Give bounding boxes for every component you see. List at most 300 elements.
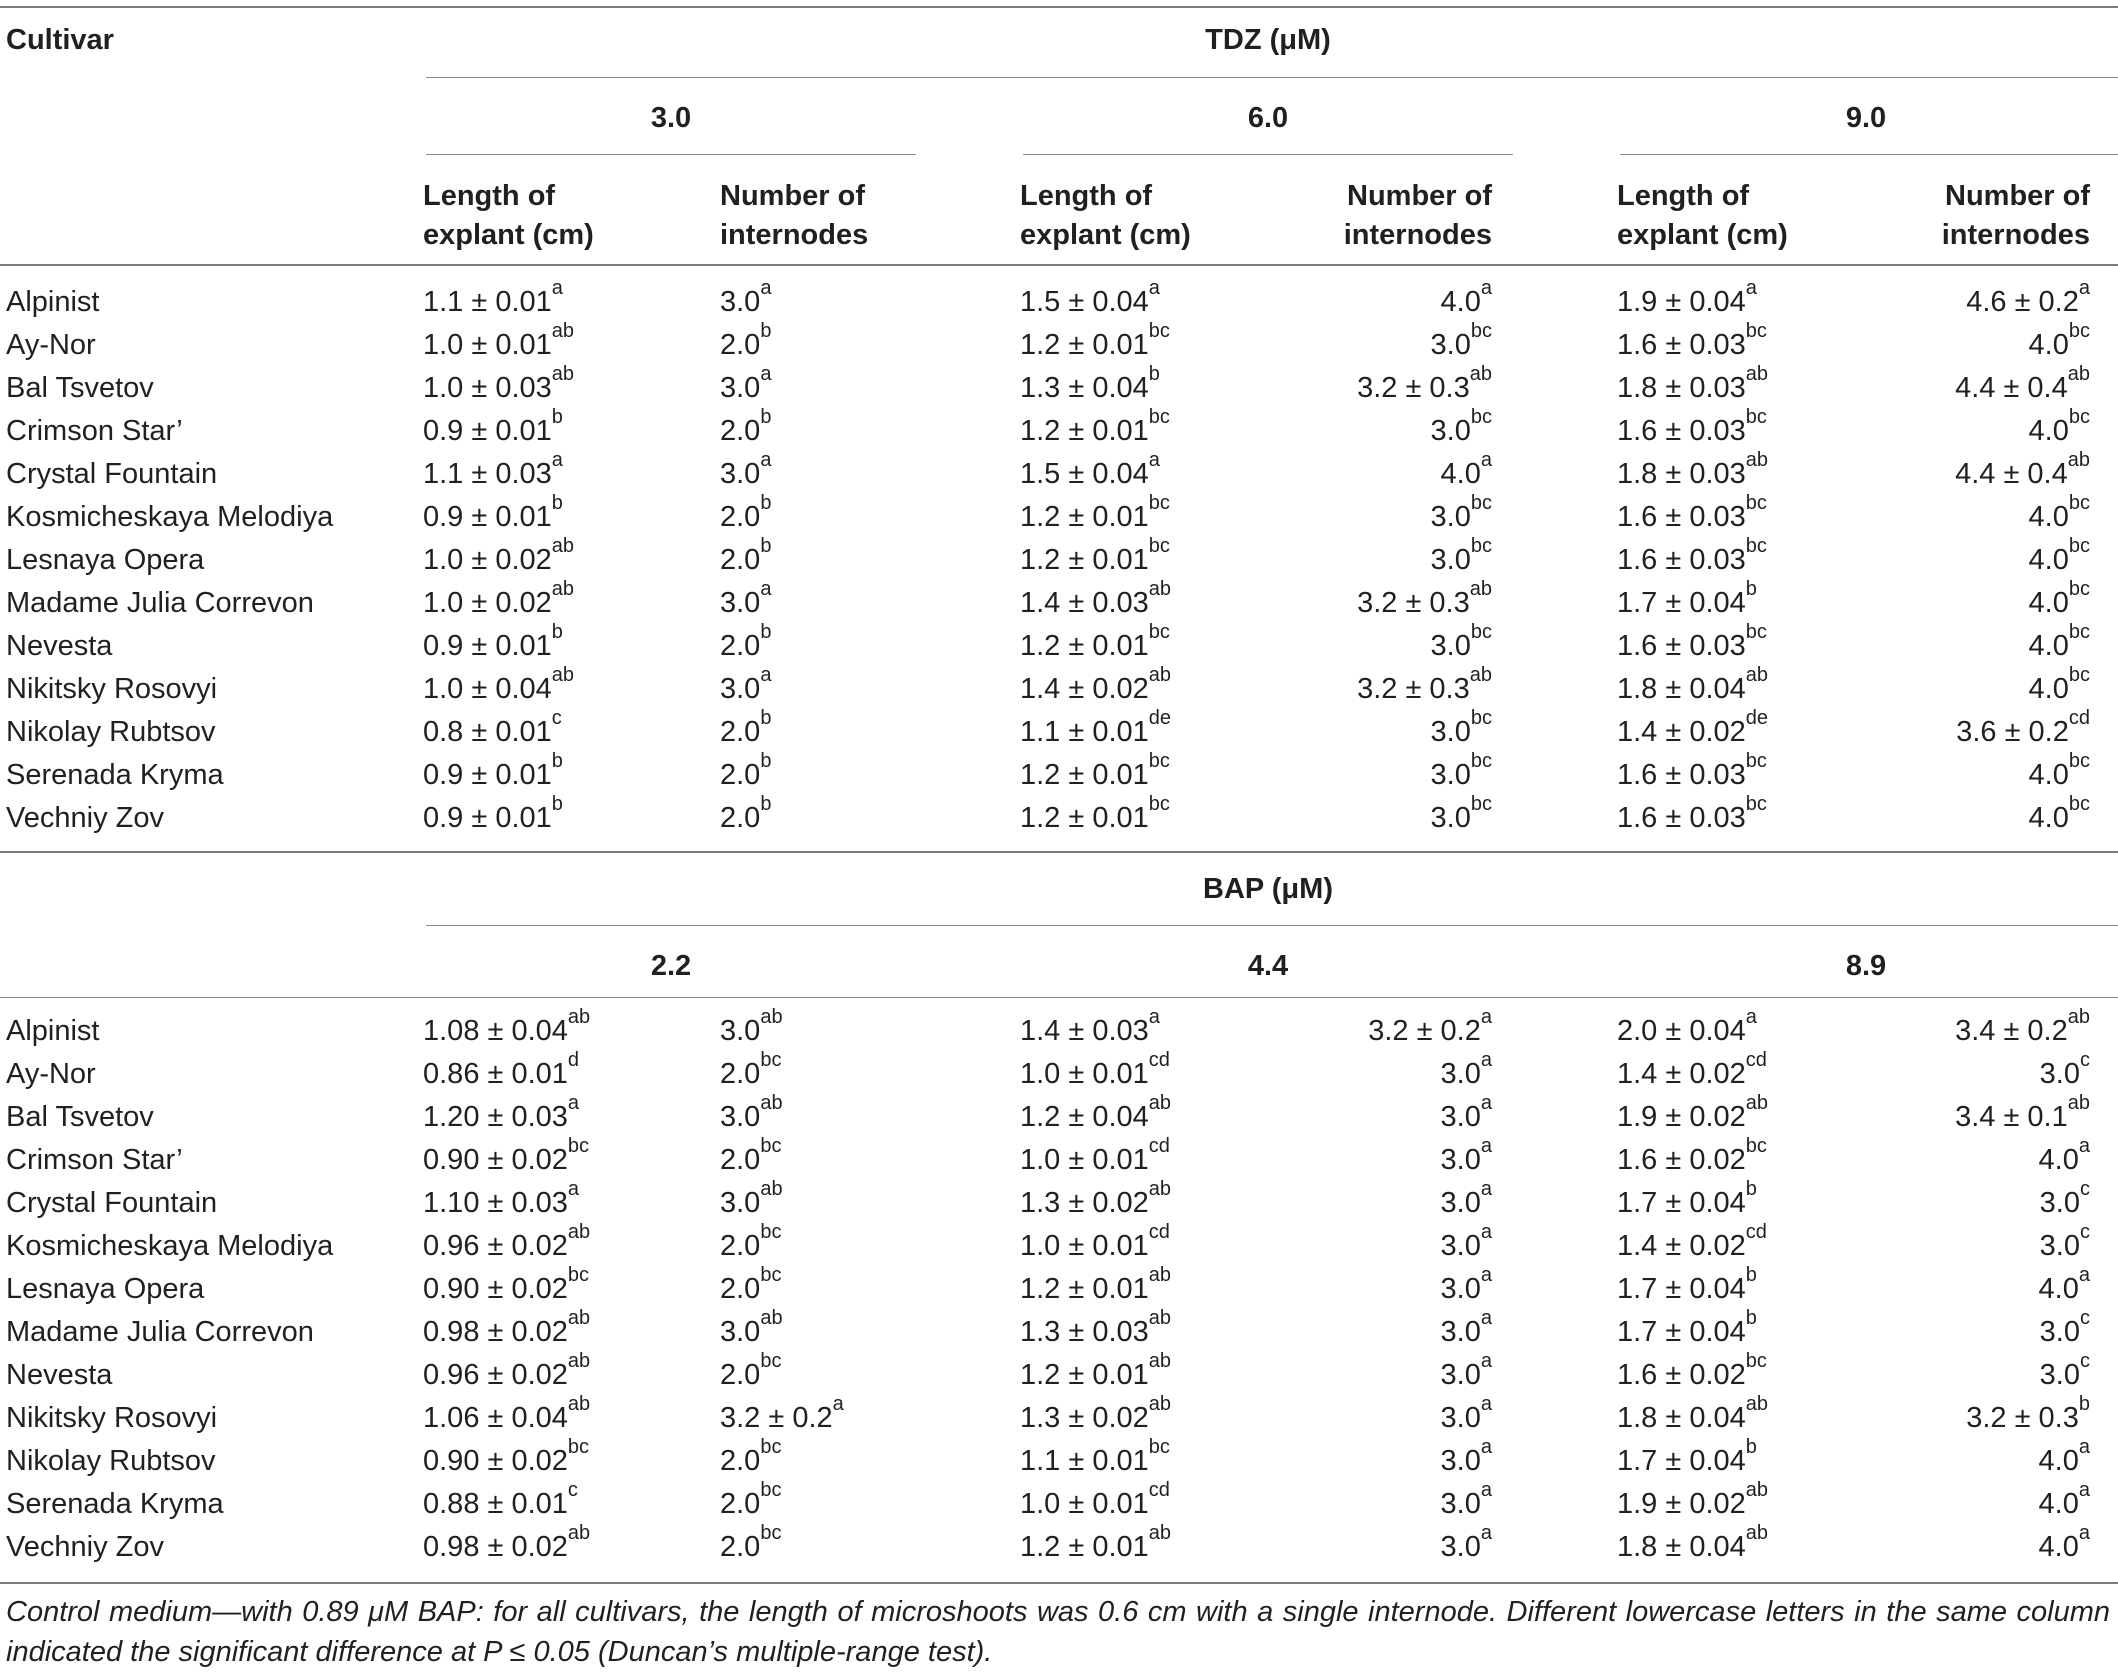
table-cell: [1440, 449, 1492, 492]
significance-letter: ab: [1745, 1393, 1769, 1415]
table-cell: [423, 492, 563, 535]
significance-letter: ab: [1745, 449, 1769, 471]
significance-letter: ab: [1745, 1092, 1769, 1114]
significance-letter: b: [760, 793, 772, 815]
significance-letter: b: [760, 750, 772, 772]
cell-value: 0.9 ± 0.01: [423, 759, 552, 791]
significance-letter: bc: [760, 1221, 782, 1243]
significance-letter: ab: [2067, 363, 2090, 385]
cell-value: 1.6 ± 0.02: [1617, 1359, 1746, 1391]
cultivar-name: Alpinist: [6, 1015, 100, 1047]
cell-value: 4.0: [2028, 630, 2069, 662]
cell-value: 3.0: [1430, 716, 1471, 748]
significance-letter: bc: [1470, 492, 1492, 514]
table-cell: [2039, 1178, 2090, 1221]
table-cell: [1966, 277, 2090, 320]
table-cell: [720, 1350, 782, 1393]
cell-value: 4.0: [2028, 501, 2069, 533]
significance-letter: bc: [1148, 1436, 1170, 1458]
cell-value: 1.3 ± 0.02: [1020, 1187, 1149, 1219]
cultivar-name: Bal Tsvetov: [6, 1101, 154, 1133]
number-of-internodes-header-1: Number of: [720, 180, 865, 212]
cell-value: 1.9 ± 0.02: [1617, 1488, 1746, 1520]
cultivar-name: Crimson Star’: [6, 1144, 183, 1176]
cell-value: 3.0: [720, 1015, 761, 1047]
significance-letter: a: [2078, 1264, 2090, 1286]
significance-letter: ab: [1745, 1522, 1769, 1544]
table-cell: [1440, 1264, 1492, 1307]
cell-value: 3.0: [1440, 1402, 1481, 1434]
table-cell: [1020, 1092, 1172, 1135]
significance-letter: ab: [567, 1350, 591, 1372]
significance-letter: ab: [567, 1221, 591, 1243]
table-cell: [423, 1221, 591, 1264]
significance-letter: b: [1745, 578, 1757, 600]
significance-letter: a: [760, 449, 772, 471]
cell-value: 3.0: [1440, 1488, 1481, 1520]
cell-value: 2.0: [720, 415, 761, 447]
cell-value: 4.0: [2028, 587, 2069, 619]
table-cell: [423, 535, 575, 578]
significance-letter: a: [1148, 449, 1160, 471]
tdz-level-3: 9.0: [1845, 102, 1887, 134]
number-of-internodes-header-3: Number of: [1945, 180, 2090, 212]
cultivar-name: Lesnaya Opera: [6, 1273, 205, 1305]
cell-value: 3.2 ± 0.3: [1966, 1402, 2079, 1434]
cell-value: 3.0: [1440, 1101, 1481, 1133]
cell-value: 1.7 ± 0.04: [1617, 1445, 1746, 1477]
tdz-level-1: 3.0: [650, 102, 692, 134]
table-cell: [1357, 363, 1492, 406]
table-cell: [720, 1479, 782, 1522]
significance-letter: a: [832, 1393, 844, 1415]
table-cell: [1020, 1479, 1170, 1522]
table-cell: [1966, 1393, 2090, 1436]
table-cell: [1617, 793, 1767, 836]
significance-letter: a: [1480, 1006, 1492, 1028]
table-cell: [720, 621, 772, 664]
table-cell: [1020, 406, 1170, 449]
significance-letter: a: [2078, 1522, 2090, 1544]
table-cell: [1357, 664, 1492, 707]
cell-value: 0.9 ± 0.01: [423, 501, 552, 533]
significance-letter: a: [1480, 1092, 1492, 1114]
significance-letter: ab: [1148, 1522, 1172, 1544]
table-cell: [1430, 492, 1492, 535]
cell-value: 3.0: [720, 1101, 761, 1133]
cell-value: 1.6 ± 0.03: [1617, 630, 1746, 662]
bap-level-1: 2.2: [650, 950, 692, 982]
significance-letter: c: [2080, 1307, 2090, 1329]
cell-value: 3.0: [1430, 501, 1471, 533]
cell-value: 2.0: [720, 1273, 761, 1305]
cell-value: 1.1 ± 0.01: [1020, 716, 1149, 748]
table-cell: [2028, 535, 2090, 578]
significance-letter: a: [1480, 277, 1492, 299]
table-cell: [423, 1049, 580, 1092]
cell-value: 3.0: [720, 673, 761, 705]
table-cell: [1440, 1393, 1492, 1436]
cell-value: 4.0: [2028, 544, 2069, 576]
cell-value: 3.2 ± 0.3: [1357, 673, 1470, 705]
cell-value: 0.9 ± 0.01: [423, 630, 552, 662]
cell-value: 3.0: [2039, 1230, 2080, 1262]
table-cell: [423, 664, 575, 707]
cell-value: 3.0: [1440, 1359, 1481, 1391]
cell-value: 1.2 ± 0.04: [1020, 1101, 1149, 1133]
table-cell: [2028, 664, 2090, 707]
significance-letter: ab: [760, 1006, 783, 1028]
cell-value: 2.0: [720, 1144, 761, 1176]
cell-value: 1.4 ± 0.03: [1020, 587, 1149, 619]
significance-letter: bc: [1470, 750, 1492, 772]
cell-value: 1.3 ± 0.03: [1020, 1316, 1149, 1348]
cell-value: 1.7 ± 0.04: [1617, 1273, 1746, 1305]
table-cell: [720, 1221, 782, 1264]
cell-value: 1.2 ± 0.01: [1020, 630, 1149, 662]
significance-letter: a: [1480, 1307, 1492, 1329]
cell-value: 1.4 ± 0.02: [1617, 1058, 1746, 1090]
table-cell: [1617, 750, 1767, 793]
significance-letter: ab: [2067, 449, 2090, 471]
cell-value: 1.4 ± 0.02: [1617, 716, 1746, 748]
cultivar-name: Nikitsky Rosovyi: [6, 673, 218, 705]
significance-letter: cd: [1148, 1135, 1170, 1157]
significance-letter: cd: [1148, 1221, 1170, 1243]
cell-value: 0.8 ± 0.01: [423, 716, 552, 748]
table-cell: [720, 363, 772, 406]
cell-value: 4.0: [2028, 759, 2069, 791]
significance-letter: ab: [1148, 1092, 1172, 1114]
cell-value: 1.0 ± 0.04: [423, 673, 552, 705]
cell-value: 0.86 ± 0.01: [423, 1058, 568, 1090]
significance-letter: b: [760, 406, 772, 428]
cell-value: 2.0: [720, 544, 761, 576]
cell-value: 0.90 ± 0.02: [423, 1144, 568, 1176]
cell-value: 3.0: [1430, 759, 1471, 791]
table-cell: [1020, 1393, 1172, 1436]
subheader-rule: [0, 264, 2118, 266]
cell-value: 2.0: [720, 1445, 761, 1477]
table-cell: [423, 320, 575, 363]
cell-value: 1.6 ± 0.03: [1617, 802, 1746, 834]
table-cell: [720, 320, 772, 363]
table-cell: [720, 1049, 782, 1092]
significance-letter: bc: [2068, 664, 2090, 686]
table-cell: [1955, 449, 2090, 492]
significance-letter: a: [2078, 1479, 2090, 1501]
length-of-explant-header-3: explant (cm): [1617, 219, 1788, 251]
significance-letter: b: [760, 535, 772, 557]
cell-value: 4.0: [2038, 1273, 2079, 1305]
table-cell: [423, 1006, 591, 1049]
cell-value: 2.0: [720, 759, 761, 791]
cultivar-name: Alpinist: [6, 286, 100, 318]
cell-value: 0.96 ± 0.02: [423, 1230, 568, 1262]
significance-letter: c: [2080, 1178, 2090, 1200]
cell-value: 4.0: [2038, 1488, 2079, 1520]
table-cell: [1617, 492, 1767, 535]
cell-value: 1.0 ± 0.01: [1020, 1230, 1149, 1262]
cell-value: 3.4 ± 0.2: [1955, 1015, 2068, 1047]
cell-value: 1.0 ± 0.02: [423, 544, 552, 576]
table-cell: [2028, 492, 2090, 535]
table-cell: [1955, 1006, 2090, 1049]
cultivar-name: Nikolay Rubtsov: [6, 716, 216, 748]
cell-value: 1.6 ± 0.03: [1617, 544, 1746, 576]
tdz-header: TDZ (μM): [1205, 24, 1331, 56]
table-cell: [1617, 1522, 1769, 1565]
table-cell: [1617, 1479, 1769, 1522]
cell-value: 1.6 ± 0.03: [1617, 415, 1746, 447]
cell-value: 3.0: [2039, 1316, 2080, 1348]
cell-value: 1.2 ± 0.01: [1020, 415, 1149, 447]
cell-value: 1.5 ± 0.04: [1020, 458, 1149, 490]
table-cell: [2028, 621, 2090, 664]
significance-letter: b: [1745, 1307, 1757, 1329]
significance-letter: b: [551, 750, 563, 772]
significance-letter: bc: [1148, 320, 1170, 342]
cell-value: 3.0: [1430, 544, 1471, 576]
cell-value: 4.0: [1440, 286, 1481, 318]
cell-value: 2.0: [720, 1488, 761, 1520]
table-cell: [720, 793, 772, 836]
table-cell: [1020, 578, 1172, 621]
significance-letter: bc: [760, 1264, 782, 1286]
significance-letter: a: [1480, 1049, 1492, 1071]
table-cell: [1440, 1522, 1492, 1565]
table-cell: [423, 406, 563, 449]
significance-letter: bc: [1745, 320, 1767, 342]
significance-letter: bc: [2068, 492, 2090, 514]
cultivar-name: Crystal Fountain: [6, 1187, 218, 1219]
cell-value: 3.0: [2039, 1058, 2080, 1090]
significance-letter: bc: [1470, 793, 1492, 815]
cell-value: 0.96 ± 0.02: [423, 1359, 568, 1391]
significance-letter: bc: [2068, 406, 2090, 428]
cell-value: 1.2 ± 0.01: [1020, 501, 1149, 533]
table-cell: [1955, 1092, 2090, 1135]
cell-value: 1.0 ± 0.01: [1020, 1488, 1149, 1520]
significance-letter: ab: [1469, 664, 1492, 686]
significance-letter: ab: [1469, 363, 1492, 385]
tdz-level-1-underline: [426, 154, 916, 155]
table-cell: [423, 1393, 591, 1436]
length-of-explant-header-2: Length of: [1020, 180, 1153, 212]
significance-letter: a: [1480, 1436, 1492, 1458]
significance-letter: bc: [1148, 535, 1170, 557]
significance-letter: bc: [1745, 492, 1767, 514]
table-cell: [720, 707, 772, 750]
significance-letter: c: [567, 1479, 578, 1501]
tdz-level-2: 6.0: [1247, 102, 1289, 134]
table-cell: [1617, 1436, 1757, 1479]
cultivar-name: Crimson Star’: [6, 415, 183, 447]
table-cell: [1617, 406, 1767, 449]
significance-letter: ab: [2067, 1092, 2090, 1114]
table-cell: [1440, 1092, 1492, 1135]
significance-letter: bc: [760, 1436, 782, 1458]
significance-letter: a: [760, 277, 772, 299]
cell-value: 3.0: [1440, 1445, 1481, 1477]
table-cell: [423, 449, 563, 492]
table-cell: [1020, 320, 1170, 363]
significance-letter: b: [760, 707, 772, 729]
cell-value: 2.0: [720, 802, 761, 834]
table-cell: [2038, 1135, 2090, 1178]
cell-value: 1.0 ± 0.03: [423, 372, 552, 404]
significance-letter: bc: [1745, 1135, 1767, 1157]
significance-letter: bc: [1745, 406, 1767, 428]
cultivar-name: Nikolay Rubtsov: [6, 1445, 216, 1477]
significance-letter: ab: [551, 535, 575, 557]
cell-value: 1.4 ± 0.03: [1020, 1015, 1149, 1047]
cell-value: 1.0 ± 0.01: [1020, 1058, 1149, 1090]
table-cell: [1020, 449, 1160, 492]
cell-value: 1.2 ± 0.01: [1020, 802, 1149, 834]
cell-value: 0.90 ± 0.02: [423, 1273, 568, 1305]
table-cell: [1617, 535, 1767, 578]
significance-letter: b: [1148, 363, 1160, 385]
table-cell: [1617, 664, 1769, 707]
significance-letter: a: [567, 1178, 580, 1200]
significance-letter: bc: [2068, 621, 2090, 643]
table-cell: [720, 492, 772, 535]
table-cell: [720, 1522, 782, 1565]
table-cell: [1617, 1006, 1757, 1049]
significance-letter: cd: [1148, 1479, 1170, 1501]
table-cell: [2039, 1221, 2090, 1264]
cell-value: 3.2 ± 0.2: [1368, 1015, 1481, 1047]
cell-value: 2.0: [720, 630, 761, 662]
cultivar-name: Ay-Nor: [6, 1058, 96, 1090]
cell-value: 3.0: [1440, 1316, 1481, 1348]
significance-letter: ab: [760, 1307, 783, 1329]
cell-value: 1.8 ± 0.04: [1617, 1402, 1746, 1434]
cell-value: 1.5 ± 0.04: [1020, 286, 1149, 318]
cell-value: 2.0: [720, 1359, 761, 1391]
cultivar-name: Nikitsky Rosovyi: [6, 1402, 218, 1434]
significance-letter: a: [1745, 277, 1757, 299]
table-cell: [720, 1393, 844, 1436]
table-cell: [720, 578, 772, 621]
cell-value: 2.0: [720, 1531, 761, 1563]
significance-letter: c: [2080, 1049, 2090, 1071]
significance-letter: cd: [1148, 1049, 1170, 1071]
table-cell: [720, 1178, 783, 1221]
cell-value: 1.10 ± 0.03: [423, 1187, 568, 1219]
cell-value: 1.6 ± 0.03: [1617, 329, 1746, 361]
significance-letter: bc: [1148, 406, 1170, 428]
top-rule: [0, 6, 2118, 8]
significance-letter: b: [2078, 1393, 2090, 1415]
significance-letter: ab: [1148, 1307, 1172, 1329]
significance-letter: a: [2078, 1135, 2090, 1157]
significance-letter: ab: [1148, 1264, 1172, 1286]
table-cell: [423, 1479, 578, 1522]
significance-letter: bc: [1470, 535, 1492, 557]
significance-letter: b: [1745, 1178, 1757, 1200]
cell-value: 1.1 ± 0.01: [423, 286, 552, 318]
table-cell: [423, 1436, 590, 1479]
significance-letter: bc: [1470, 406, 1492, 428]
cell-value: 0.88 ± 0.01: [423, 1488, 568, 1520]
table-cell: [1617, 1221, 1767, 1264]
bap-level-2: 4.4: [1247, 950, 1289, 982]
significance-letter: bc: [760, 1049, 782, 1071]
table-cell: [423, 1092, 580, 1135]
table-cell: [1617, 277, 1757, 320]
cell-value: 3.0: [1440, 1531, 1481, 1563]
significance-letter: bc: [1745, 535, 1767, 557]
table-cell: [423, 1522, 591, 1565]
significance-letter: a: [1480, 1135, 1492, 1157]
significance-letter: a: [1480, 1393, 1492, 1415]
significance-letter: ab: [551, 578, 575, 600]
significance-letter: b: [551, 621, 563, 643]
table-cell: [423, 1135, 590, 1178]
cell-value: 1.7 ± 0.04: [1617, 1316, 1746, 1348]
cell-value: 2.0: [720, 329, 761, 361]
cell-value: 3.4 ± 0.1: [1955, 1101, 2068, 1133]
length-of-explant-header-1: explant (cm): [423, 219, 594, 251]
table-cell: [423, 750, 563, 793]
table-cell: [1020, 1221, 1170, 1264]
cell-value: 4.0: [2038, 1144, 2079, 1176]
cell-value: 4.4 ± 0.4: [1955, 458, 2068, 490]
significance-letter: bc: [567, 1135, 590, 1157]
table-cell: [1430, 535, 1492, 578]
cultivar-name: Nevesta: [6, 630, 113, 662]
table-cell: [1020, 707, 1172, 750]
cell-value: 2.0: [720, 1230, 761, 1262]
table-cell: [1617, 707, 1769, 750]
significance-letter: de: [1148, 707, 1172, 729]
significance-letter: cd: [1745, 1049, 1767, 1071]
length-of-explant-header-1: Length of: [423, 180, 556, 212]
table-cell: [1617, 1264, 1757, 1307]
significance-letter: a: [551, 449, 563, 471]
number-of-internodes-header-2: Number of: [1347, 180, 1492, 212]
table-cell: [2028, 793, 2090, 836]
table-cell: [2038, 1522, 2090, 1565]
significance-letter: ab: [567, 1307, 591, 1329]
cultivar-name: Madame Julia Correvon: [6, 587, 314, 619]
table-cell: [1020, 1522, 1172, 1565]
table-cell: [1955, 363, 2090, 406]
significance-letter: a: [760, 363, 772, 385]
table-cell: [2038, 1479, 2090, 1522]
length-of-explant-header-2: explant (cm): [1020, 219, 1191, 251]
table-cell: [1440, 1135, 1492, 1178]
table-cell: [1617, 1092, 1769, 1135]
table-cell: [1617, 1393, 1769, 1436]
significance-letter: ab: [1148, 1178, 1172, 1200]
cell-value: 1.1 ± 0.01: [1020, 1445, 1149, 1477]
cultivar-name: Serenada Kryma: [6, 1488, 224, 1520]
significance-letter: bc: [1148, 492, 1170, 514]
table-cell: [2028, 750, 2090, 793]
significance-letter: ab: [567, 1393, 591, 1415]
cell-value: 1.2 ± 0.01: [1020, 1531, 1149, 1563]
cultivar-name: Serenada Kryma: [6, 759, 224, 791]
table-cell: [1617, 320, 1767, 363]
significance-letter: bc: [1148, 750, 1170, 772]
significance-letter: a: [551, 277, 563, 299]
table-cell: [1440, 1350, 1492, 1393]
significance-letter: a: [760, 664, 772, 686]
table-cell: [423, 1264, 590, 1307]
